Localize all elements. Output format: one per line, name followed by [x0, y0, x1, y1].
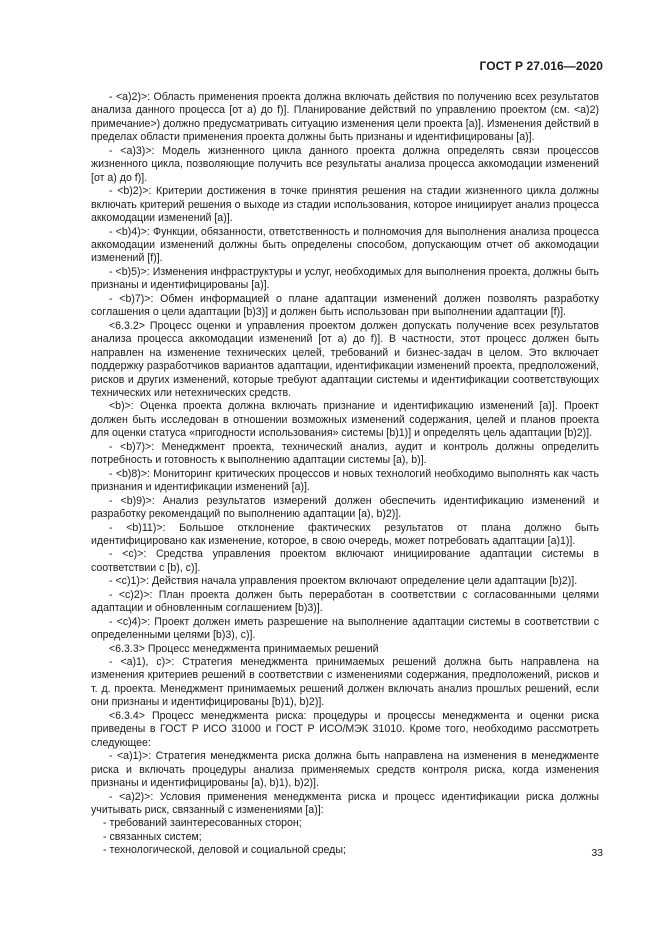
paragraph: - <b)4)>: Функции, обязанности, ответственность и полномочия для выполнения анализа процесса аккомодации изменений должны быть определены способом, допускающим отчет об аккомодации изменений [f)]. [91, 225, 599, 265]
paragraph: - <b)7)>: Менеджмент проекта, технический анализ, аудит и контроль должны определить потребность и готовность к выполнению адаптации системы [a), b)]. [91, 440, 599, 467]
document-id-header: ГОСТ Р 27.016—2020 [479, 59, 603, 73]
paragraph: - <c)>: Средства управления проектом включают инициирование адаптации системы в соответствии с [b), c)]. [91, 548, 599, 574]
body-text [91, 91, 599, 858]
paragraph: - <b)7)>: Обмен информацией о плане адаптации изменений должен позволять разработку соглашения о цели адаптации [b)3)] и должен быть использован при выполнении адаптации [f)]. [91, 292, 599, 319]
paragraph: - <a)1)>: Стратегия менеджмента риска должна быть направлена на изменения в менеджменте риска и включать процедуры анализа применяемых средств контроля риска, когда изменения признаны и идентифицированы [a), b)1), b)2)]. [91, 750, 599, 790]
paragraph: - <a)2)>: Область применения проекта должна включать действия по получению всех результатов анализа данного процесса [от a) до f)]. Планирование действий по управлению проектом (см. <a)2) примечание>) должно предусматривать ситуацию изменения цели проекта [a)]. Изменения действий в пределах области применения проекта должны быть признаны и идентифицированы [a)]. [91, 91, 599, 144]
paragraph: - <c)1)>: Действия начала управления проектом включают определение цели адаптации [b)2)]. [109, 575, 578, 588]
paragraph: - <c)2)>: План проекта должен быть переработан в соответствии с согласованными целями адаптации и обновленным соглашением [b)3)]. [91, 588, 599, 615]
paragraph: - <a)3)>: Модель жизненного цикла данного проекта должна определять связи процессов жизненного цикла, позволяющие получить все результаты анализа процесса аккомодации изменений [от a) до f)]. [91, 144, 599, 184]
page-number: 33 [591, 847, 603, 859]
section-heading: <6.3.3> Процесс менеджмента принимаемых решений [109, 642, 379, 655]
paragraph: - <b)11)>: Большое отклонение фактических результатов от плана должно быть идентифицировано как изменение, которое, в свою очередь, может потребовать адаптации [a)1)]. [91, 521, 599, 547]
paragraph: - <a)2)>: Условия применения менеджмента риска и процесс идентификации риска должны учитывать риск, связанный с изменениями [a)]: [91, 790, 599, 817]
paragraph: - <b)9)>: Анализ результатов измерений должен обеспечить идентификацию изменений и разработку рекомендаций по выполнению адаптации [a), b)2)]. [91, 494, 599, 521]
list-item: - требований заинтересованных сторон; [91, 817, 599, 830]
paragraph: - <b)8)>: Мониторинг критических процессов и новых технологий необходимо выполнять как часть признания и идентификации изменений [a)]. [91, 467, 599, 494]
paragraph: - <a)1), c)>: Стратегия менеджмента принимаемых решений должна быть направлена на изменения критериев решений в соответствии с изменениями содержания, предположений, рисков и т. д. проекта. Менеджмент принимаемых решений должен включать анализ прошлых решений, если они признаны и идентифицированы [b)1), b)2)]. [91, 656, 599, 709]
paragraph: - <b)5)>: Изменения инфраструктуры и услуг, необходимых для выполнения проекта, должны быть признаны и идентифицированы [a)]. [91, 265, 599, 292]
paragraph: - <b)2)>: Критерии достижения в точке принятия решения на стадии жизненного цикла должны включать критерий решения о выходе из стадии использования, которое инициирует анализ процесса аккомодации изменений [a)]. [91, 185, 599, 225]
paragraph: <6.3.2> Процесс оценки и управления проектом должен допускать получение всех результатов анализа процесса аккомодации изменений [от a) до f)]. В частности, этот процесс должен быть направлен на изменение технических целей, требований и бизнес-задач в целом. Это включает поддержку разработчиков вариантов адаптации, идентификации изменений проекта, предположений, рисков и других изменений, которые требуют адаптации системы и идентификации соответствующих технических или нетехнических средств. [91, 319, 599, 399]
paragraph: <6.3.4> Процесс менеджмента риска: процедуры и процессы менеджмента и оценки риска приведены в ГОСТ Р ИСО 31000 и ГОСТ Р ИСО/МЭК 31010. Кроме того, необходимо рассмотреть следующее: [91, 709, 599, 749]
list-item: - связанных систем; [91, 831, 599, 844]
paragraph: - <c)4)>: Проект должен иметь разрешение на выполнение адаптации системы в соответствии с определенными целями [b)3), c)]. [91, 615, 599, 642]
paragraph: <b)>: Оценка проекта должна включать признание и идентификацию изменений [a)]. Проект должен быть исследован в отношении возможных изменений содержания, целей и планов проекта для оценки статуса «пригодности использования» системы [b)1)] и определять цель адаптации [b)2)]. [91, 400, 599, 440]
list-item: - технологической, деловой и социальной среды; [91, 844, 599, 857]
